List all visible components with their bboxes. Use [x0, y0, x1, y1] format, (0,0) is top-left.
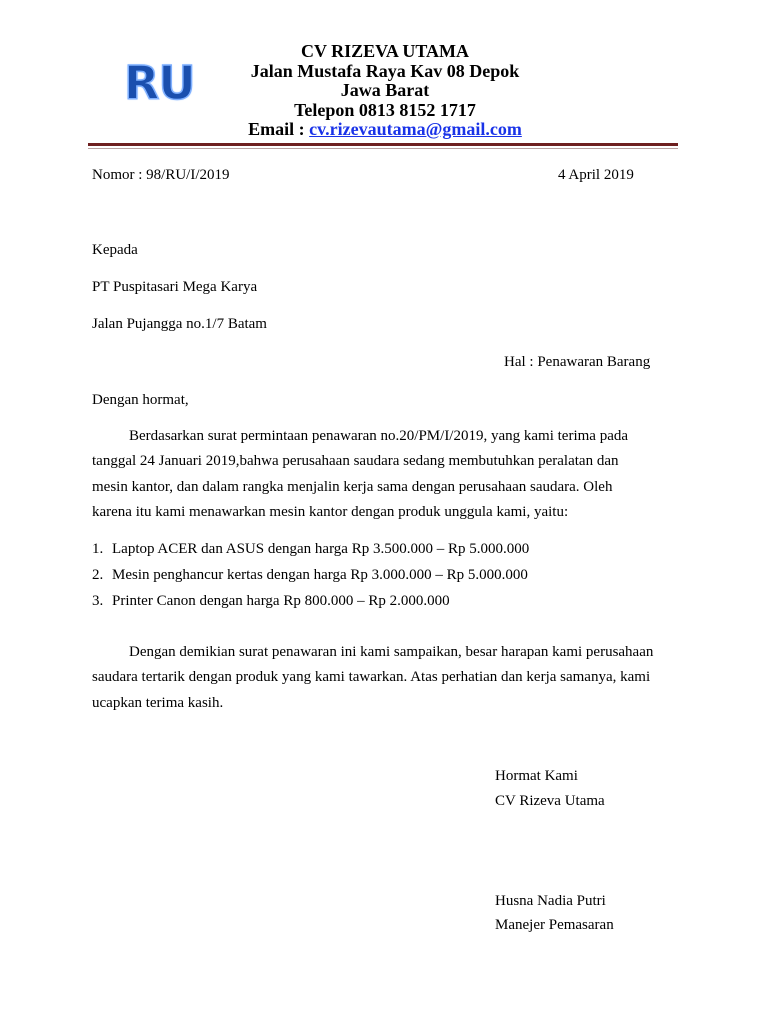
list-item-text: Printer Canon dengan harga Rp 800.000 – Rp 2.000.000 [112, 593, 450, 609]
list-item-number: 3. [92, 593, 104, 609]
signatory-title: Manejer Pemasaran [495, 917, 614, 933]
paragraph-line: Dengan demikian surat penawaran ini kami sampaikan, besar harapan kami perusahaan [129, 644, 654, 660]
list-item-text: Laptop ACER dan ASUS dengan harga Rp 3.500.000 – Rp 5.000.000 [112, 541, 530, 557]
company-address: Jalan Mustafa Raya Kav 08 Depok [250, 60, 520, 81]
list-item-number: 1. [92, 541, 104, 557]
intro-paragraph [92, 424, 674, 525]
signature-company: CV Rizeva Utama [495, 793, 605, 809]
recipient-address: Jalan Pujangga no.1/7 Batam [92, 316, 267, 332]
company-logo: RU [124, 56, 195, 110]
list-item [92, 568, 528, 583]
letter-number: Nomor : 98/RU/I/2019 [92, 167, 230, 183]
list-item-text: Mesin penghancur kertas dengan harga Rp 3.000.000 – Rp 5.000.000 [112, 567, 528, 583]
company-region: Jawa Barat [340, 80, 430, 100]
recipient-to: Kepada [92, 242, 138, 258]
letterhead [230, 42, 540, 140]
paragraph-line: saudara tertarik dengan produk yang kami tawarkan. Atas perhatian dan kerja samanya, kami [92, 669, 651, 686]
company-email-line [230, 120, 540, 140]
list-item [92, 594, 450, 609]
closing-paragraph [92, 640, 674, 716]
paragraph-line: ucapkan terima kasih. [92, 694, 224, 711]
email-link[interactable]: cv.rizevautama@gmail.com [309, 119, 522, 139]
company-phone: Telepon 0813 8152 1717 [294, 99, 476, 120]
paragraph-line: karena itu kami menawarkan mesin kantor dengan produk unggula kami, yaitu: [92, 503, 569, 520]
letterhead-divider [88, 143, 678, 146]
email-label: Email : [248, 119, 310, 139]
letterhead-divider-thin [88, 148, 678, 149]
signatory-name: Husna Nadia Putri [495, 893, 606, 909]
letter-date: 4 April 2019 [558, 167, 634, 183]
letter-subject: Hal : Penawaran Barang [504, 354, 651, 370]
paragraph-line: tanggal 24 Januari 2019,bahwa perusahaan saudara sedang membutuhkan peralatan dan [92, 453, 619, 470]
paragraph-line: mesin kantor, dan dalam rangka menjalin kerja sama dengan perusahaan saudara. Oleh [92, 478, 613, 495]
company-name: CV RIZEVA UTAMA [300, 41, 470, 61]
paragraph-line: Berdasarkan surat permintaan penawaran no.20/PM/I/2019, yang kami terima pada [129, 428, 629, 444]
signature-regards: Hormat Kami [495, 768, 578, 784]
list-item [92, 542, 529, 557]
salutation: Dengan hormat, [92, 392, 189, 408]
recipient-company: PT Puspitasari Mega Karya [92, 279, 258, 295]
list-item-number: 2. [92, 567, 104, 583]
